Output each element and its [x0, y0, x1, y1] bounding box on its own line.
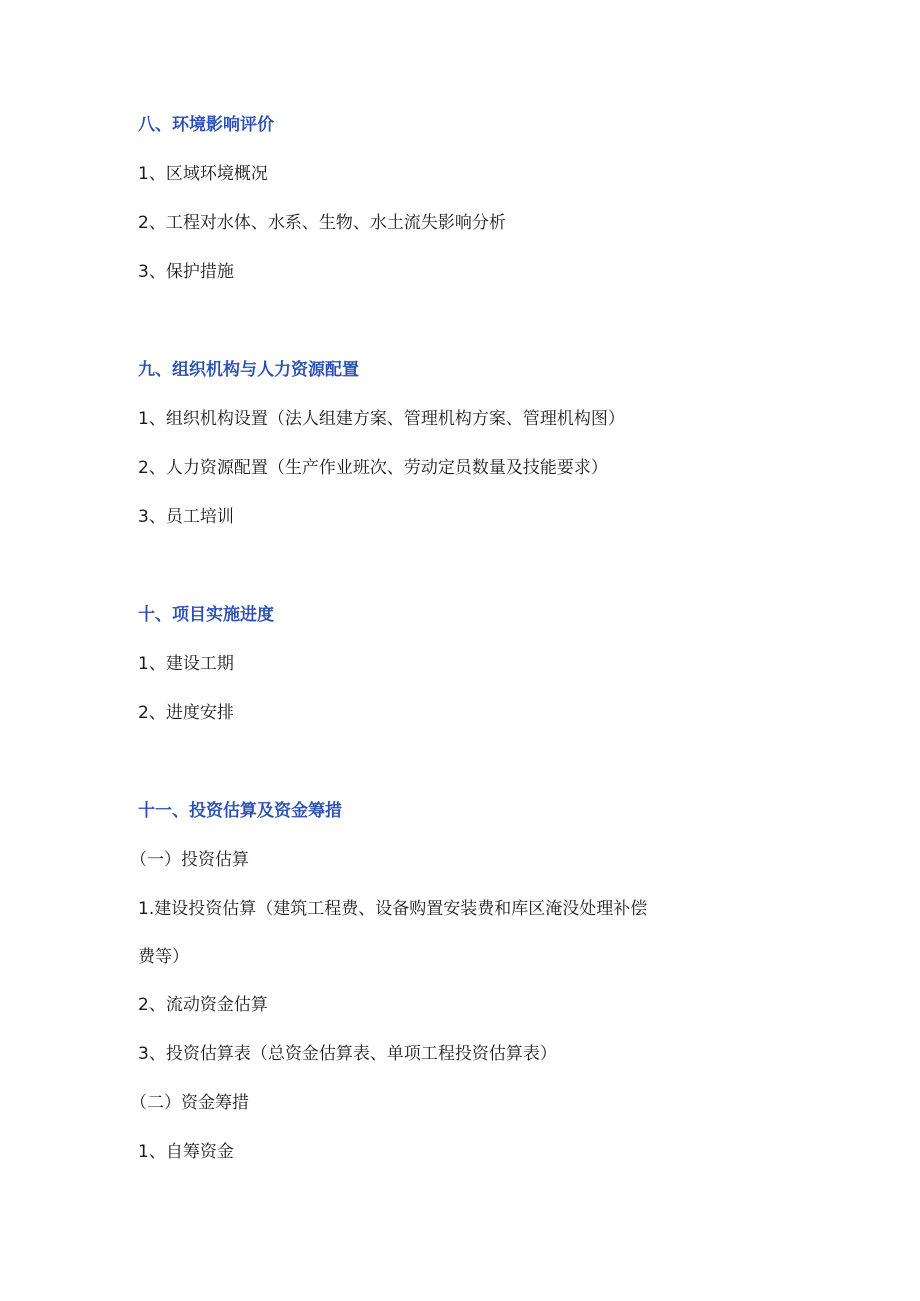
- list-item: 3、保护措施: [138, 262, 234, 282]
- list-item: 2、工程对水体、水系、生物、水土流失影响分析: [138, 213, 506, 233]
- list-item: 1、组织机构设置（法人组建方案、管理机构方案、管理机构图）: [138, 409, 625, 429]
- list-item: 1、建设工期: [138, 654, 234, 674]
- subsection-title-2: （二）资金筹措: [130, 1093, 249, 1113]
- section-heading-8: 八、环境影响评价: [138, 115, 274, 135]
- section-heading-10: 十、项目实施进度: [138, 605, 274, 625]
- list-item-continuation: 费等）: [138, 947, 189, 967]
- list-item: 1.建设投资估算（建筑工程费、设备购置安装费和库区淹没处理补偿: [138, 899, 648, 919]
- list-item: 2、人力资源配置（生产作业班次、劳动定员数量及技能要求）: [138, 458, 608, 478]
- list-item: 1、自筹资金: [138, 1142, 234, 1162]
- list-item: 1、区域环境概况: [138, 164, 268, 184]
- list-item: 2、进度安排: [138, 703, 234, 723]
- subsection-title-1: （一）投资估算: [130, 850, 249, 870]
- section-heading-9: 九、组织机构与人力资源配置: [138, 360, 359, 380]
- list-item: 2、流动资金估算: [138, 995, 268, 1015]
- list-item: 3、投资估算表（总资金估算表、单项工程投资估算表）: [138, 1044, 557, 1064]
- section-heading-11: 十一、投资估算及资金筹措: [138, 801, 342, 821]
- list-item: 3、员工培训: [138, 507, 234, 527]
